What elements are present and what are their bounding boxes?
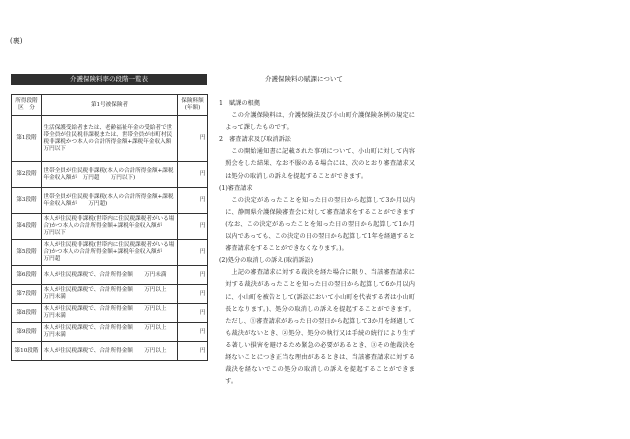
tier-name: 第1段階 [12, 116, 42, 162]
tier-amount: 円 [178, 162, 208, 188]
table-row [12, 116, 208, 162]
tier-description: 本人が住民税非課税(世帯内に住民税課税者がいる場合)かつ本人の合計所得金額+課税年金収入額が 万円以下 [42, 214, 178, 240]
tier-name: 第2段階 [12, 162, 42, 188]
tier-name: 第9段階 [12, 323, 42, 342]
tier-amount: 円 [178, 342, 208, 361]
tier-description: 本人が住民税課税で、合計所得金額 万円以上 [42, 342, 178, 361]
section-heading: 1 賦課の根拠 [219, 100, 261, 107]
tier-description: 本人が住民税課税で、合計所得金額 万円以上 万円未満 [42, 285, 178, 304]
tier-description: 世帯全員が住民税非課税(本人の合計所得金額+課税年金収入額が 万円超) [42, 188, 178, 214]
section-heading: (2)処分の取消しの訴え(取消訴訟) [219, 257, 314, 265]
premium-tier-table [11, 94, 208, 361]
body-paragraph: この決定があったことを知った日の翌日から起算して3か月以内に、静岡県介護保険審査会に対して審査請求をすることができます(なお、この決定があったことを知った日の翌日から起算して1か月以内であっても、この決定の日の翌日から起算して1年を経過すると審査請求をすることができなくなります。)。 [225, 196, 415, 253]
tier-description: 本人が住民税課税で、合計所得金額 万円以上 万円未満 [42, 323, 178, 342]
body-paragraph: 上記の審査請求に対する裁決を経た場合に限り、当該審査請求に対する裁決があったことを知った日の翌日から起算して6か月以内に、小山町を被告として(訴訟において小山町を代表する者は小山町長となります。)、処分の取消しの訴えを提起することができます。ただし、①審査請求があった日の翌日から起算して3か月を経過しても裁決がないとき、②処分、処分の執行又は手続の続行により生ずる著しい損害を避けるため緊急の必要があるとき、③その他裁決を経ないことにつき正当な理由があるときは、当該審査請求に対する裁決を経ないでこの処分の取消しの訴えを提起することができます。 [225, 269, 415, 386]
table-row [12, 304, 208, 323]
tier-amount: 円 [178, 240, 208, 266]
tier-description: 生活保護受給者または、老齢福祉年金の受給者で世帯全員が住民税非課税または、世帯全員が市町村民税非課税かつ本人の合計所得金額+課税年金収入額 万円以下 [42, 116, 178, 162]
table-row [12, 323, 208, 342]
tier-name: 第4段階 [12, 214, 42, 240]
tier-amount: 円 [178, 323, 208, 342]
tier-name: 第10段階 [12, 342, 42, 361]
tier-description: 世帯全員が住民税非課税(本人の合計所得金額+課税年金収入額が 万円超 万円以下) [42, 162, 178, 188]
table-row [12, 285, 208, 304]
tier-amount: 円 [178, 214, 208, 240]
section-heading: 2 審査請求及び取消訴訟 [219, 136, 291, 144]
tier-name: 第5段階 [12, 240, 42, 266]
table-row [12, 188, 208, 214]
header-amount: 保険料額 (年額) [178, 95, 208, 116]
tier-amount: 円 [178, 304, 208, 323]
table-row [12, 240, 208, 266]
right-title: 介護保険料の賦課について [265, 75, 343, 83]
tier-amount: 円 [178, 188, 208, 214]
table-row [12, 342, 208, 361]
tier-amount: 円 [178, 116, 208, 162]
tier-description: 本人が住民税課税で、合計所得金額 万円未満 [42, 266, 178, 285]
body-paragraph: この介護保険料は、介護保険法及び小山町介護保険条例の規定によって課したものです。 [225, 112, 415, 132]
tier-name: 第7段階 [12, 285, 42, 304]
header-insured: 第1号被保険者 [42, 95, 178, 116]
tier-name: 第8段階 [12, 304, 42, 323]
tier-name: 第6段階 [12, 266, 42, 285]
assessment-explanation [219, 98, 415, 388]
tier-name: 第3段階 [12, 188, 42, 214]
body-paragraph: この開始通知書に記載された事項について、小山町に対して内容照会をした結果、なお不服のある場合には、次のとおり審査請求又は処分の取消しの訴えを提起することができます。 [225, 148, 415, 180]
table-row [12, 162, 208, 188]
page-label: (裏) [10, 37, 23, 45]
tier-description: 本人が住民税課税で、合計所得金額 万円以上 万円未満 [42, 304, 178, 323]
section-heading: (1)審査請求 [219, 184, 253, 192]
tier-description: 本人が住民税非課税(世帯内に住民税課税者がいる場合)かつ本人の合計所得金額+課税年金収入額が 万円超 [42, 240, 178, 266]
table-row [12, 214, 208, 240]
tier-amount: 円 [178, 266, 208, 285]
tier-amount: 円 [178, 285, 208, 304]
table-row [12, 266, 208, 285]
table-title: 介護保険料率の段階一覧表 [11, 74, 207, 85]
header-tier: 所得段階 区 分 [12, 95, 42, 116]
